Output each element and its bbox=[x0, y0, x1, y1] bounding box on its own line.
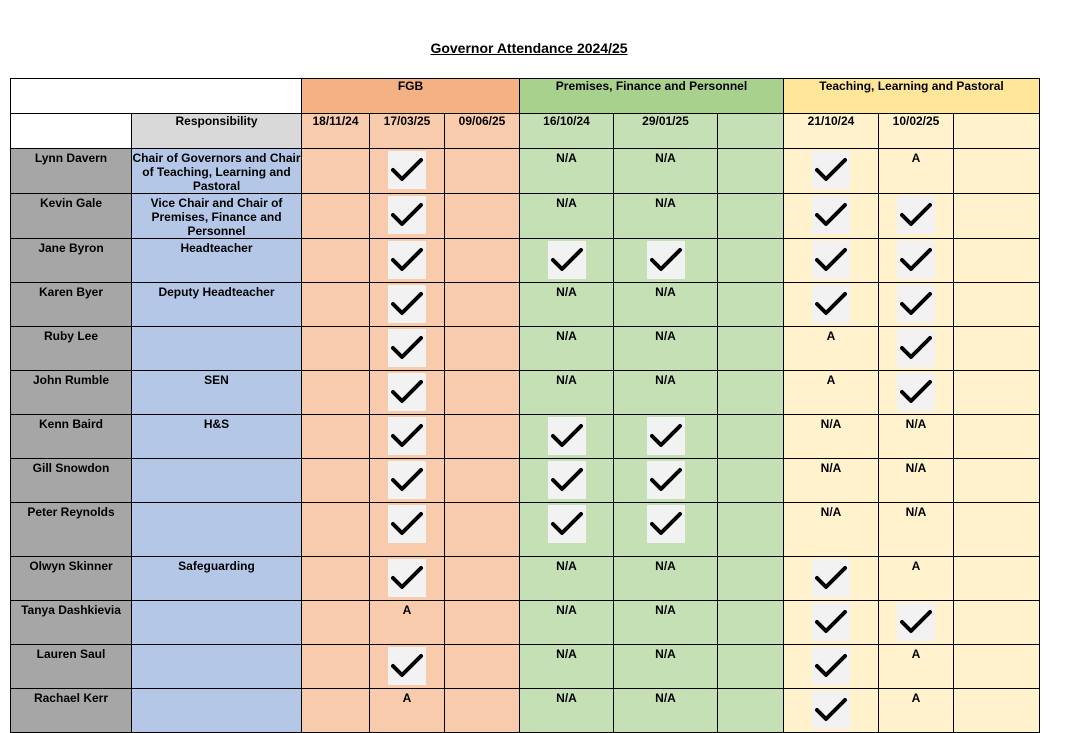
attendance-cell bbox=[718, 283, 784, 327]
attendance-cell bbox=[954, 645, 1040, 689]
attendance-cell bbox=[370, 327, 445, 371]
attendance-status: N/A bbox=[655, 373, 676, 387]
attendance-cell bbox=[718, 503, 784, 557]
check-mark-icon bbox=[812, 241, 850, 279]
attendance-cell bbox=[879, 239, 954, 283]
attendance-cell bbox=[520, 689, 614, 733]
attendance-cell bbox=[370, 557, 445, 601]
governor-name bbox=[11, 503, 132, 557]
date-header: 17/03/25 bbox=[370, 114, 445, 149]
responsibility-cell bbox=[132, 601, 302, 645]
responsibility-cell bbox=[132, 689, 302, 733]
attendance-cell bbox=[302, 415, 370, 459]
responsibility-text bbox=[132, 689, 301, 691]
attendance-cell bbox=[614, 194, 718, 239]
governor-name-text: Peter Reynolds bbox=[27, 505, 115, 519]
attendance-cell bbox=[784, 239, 879, 283]
governor-name-text: Karen Byer bbox=[38, 285, 104, 299]
attendance-cell bbox=[520, 283, 614, 327]
date-header: 21/10/24 bbox=[784, 114, 879, 149]
attendance-cell bbox=[520, 149, 614, 194]
governor-row bbox=[11, 415, 1040, 459]
date-header: 18/11/24 bbox=[302, 114, 370, 149]
governor-row bbox=[11, 557, 1040, 601]
attendance-cell bbox=[718, 601, 784, 645]
attendance-status: N/A bbox=[556, 647, 577, 661]
attendance-cell bbox=[954, 194, 1040, 239]
responsibility-cell bbox=[132, 415, 302, 459]
attendance-cell bbox=[784, 327, 879, 371]
attendance-status: A bbox=[826, 373, 836, 387]
governor-name-text: Kevin Gale bbox=[39, 196, 103, 210]
attendance-cell bbox=[520, 557, 614, 601]
attendance-status: N/A bbox=[556, 329, 577, 343]
responsibility-cell bbox=[132, 239, 302, 283]
attendance-status: A bbox=[826, 329, 836, 343]
attendance-cell bbox=[302, 689, 370, 733]
attendance-status: N/A bbox=[905, 461, 927, 475]
attendance-cell bbox=[445, 689, 520, 733]
attendance-cell bbox=[954, 239, 1040, 283]
attendance-cell bbox=[302, 601, 370, 645]
date-header: 10/02/25 bbox=[879, 114, 954, 149]
attendance-cell bbox=[784, 283, 879, 327]
attendance-cell bbox=[784, 371, 879, 415]
attendance-cell bbox=[614, 239, 718, 283]
attendance-cell bbox=[445, 149, 520, 194]
governor-row bbox=[11, 601, 1040, 645]
governor-name bbox=[11, 645, 132, 689]
check-mark-icon bbox=[548, 505, 586, 543]
check-mark-icon bbox=[388, 647, 426, 685]
attendance-status: N/A bbox=[905, 505, 927, 519]
responsibility-text bbox=[132, 459, 301, 461]
attendance-cell bbox=[302, 557, 370, 601]
responsibility-text: Headteacher bbox=[180, 241, 253, 255]
attendance-cell bbox=[520, 601, 614, 645]
responsibility-cell bbox=[132, 645, 302, 689]
responsibility-cell bbox=[132, 327, 302, 371]
attendance-cell bbox=[954, 689, 1040, 733]
attendance-cell bbox=[445, 194, 520, 239]
attendance-cell bbox=[302, 283, 370, 327]
attendance-cell bbox=[718, 557, 784, 601]
attendance-cell bbox=[370, 459, 445, 503]
attendance-cell bbox=[370, 415, 445, 459]
check-mark-icon bbox=[388, 373, 426, 411]
attendance-cell bbox=[784, 503, 879, 557]
attendance-cell bbox=[520, 459, 614, 503]
attendance-cell bbox=[784, 645, 879, 689]
governor-name-text: John Rumble bbox=[32, 373, 109, 387]
responsibility-cell bbox=[132, 503, 302, 557]
attendance-status: N/A bbox=[655, 559, 676, 573]
governor-name bbox=[11, 283, 132, 327]
attendance-cell bbox=[954, 503, 1040, 557]
governor-name-text: Lauren Saul bbox=[36, 647, 106, 661]
attendance-cell bbox=[879, 371, 954, 415]
page-title: Governor Attendance 2024/25 bbox=[430, 40, 628, 56]
check-mark-icon bbox=[548, 417, 586, 455]
attendance-cell bbox=[879, 601, 954, 645]
attendance-cell bbox=[879, 149, 954, 194]
check-mark-icon bbox=[812, 196, 850, 234]
attendance-cell bbox=[784, 459, 879, 503]
responsibility-text bbox=[132, 601, 301, 603]
attendance-status: A bbox=[911, 691, 921, 705]
governor-row bbox=[11, 239, 1040, 283]
attendance-cell bbox=[370, 239, 445, 283]
attendance-cell bbox=[718, 327, 784, 371]
attendance-cell bbox=[370, 601, 445, 645]
governor-row bbox=[11, 459, 1040, 503]
governor-name-text: Kenn Baird bbox=[38, 417, 103, 431]
check-mark-icon bbox=[388, 285, 426, 323]
attendance-cell bbox=[445, 283, 520, 327]
governor-name bbox=[11, 149, 132, 194]
attendance-cell bbox=[718, 415, 784, 459]
attendance-status: N/A bbox=[655, 329, 676, 343]
attendance-cell bbox=[445, 327, 520, 371]
attendance-cell bbox=[370, 149, 445, 194]
governor-row bbox=[11, 149, 1040, 194]
attendance-cell bbox=[784, 601, 879, 645]
attendance-status: N/A bbox=[556, 285, 577, 299]
attendance-cell bbox=[302, 503, 370, 557]
attendance-cell bbox=[718, 645, 784, 689]
attendance-cell bbox=[614, 503, 718, 557]
attendance-cell bbox=[614, 415, 718, 459]
attendance-status: N/A bbox=[556, 373, 577, 387]
governor-row bbox=[11, 503, 1040, 557]
governor-name-text: Rachael Kerr bbox=[33, 691, 109, 705]
governor-name bbox=[11, 371, 132, 415]
attendance-status: N/A bbox=[820, 417, 842, 431]
group-header-fgb: FGB bbox=[302, 79, 520, 114]
attendance-status: N/A bbox=[556, 559, 577, 573]
governor-name-text: Tanya Dashkievia bbox=[21, 603, 121, 617]
check-mark-icon bbox=[388, 461, 426, 499]
check-mark-icon bbox=[388, 241, 426, 279]
name-header-cell bbox=[11, 114, 132, 149]
governor-name bbox=[11, 557, 132, 601]
check-mark-icon bbox=[897, 196, 935, 234]
attendance-table bbox=[10, 78, 1040, 733]
attendance-status: N/A bbox=[655, 647, 676, 661]
attendance-cell bbox=[520, 645, 614, 689]
governor-row bbox=[11, 645, 1040, 689]
attendance-status: A bbox=[911, 559, 921, 573]
attendance-cell bbox=[520, 371, 614, 415]
check-mark-icon bbox=[647, 417, 685, 455]
attendance-cell bbox=[879, 194, 954, 239]
attendance-cell bbox=[718, 689, 784, 733]
check-mark-icon bbox=[647, 505, 685, 543]
responsibility-text: Chair of Governors and Chair of Teaching, Learning and Pastoral bbox=[132, 151, 301, 193]
governor-name bbox=[11, 194, 132, 239]
check-mark-icon bbox=[647, 461, 685, 499]
date-header: 16/10/24 bbox=[520, 114, 614, 149]
attendance-cell bbox=[879, 689, 954, 733]
check-mark-icon bbox=[388, 559, 426, 597]
attendance-cell bbox=[879, 459, 954, 503]
attendance-status: N/A bbox=[655, 603, 676, 617]
attendance-cell bbox=[954, 283, 1040, 327]
attendance-cell bbox=[445, 557, 520, 601]
attendance-cell bbox=[718, 459, 784, 503]
attendance-cell bbox=[614, 557, 718, 601]
attendance-cell bbox=[879, 503, 954, 557]
attendance-cell bbox=[879, 283, 954, 327]
responsibility-cell bbox=[132, 149, 302, 194]
governor-name bbox=[11, 459, 132, 503]
attendance-cell bbox=[879, 327, 954, 371]
check-mark-icon bbox=[897, 329, 935, 367]
responsibility-text: Safeguarding bbox=[178, 559, 255, 573]
attendance-cell bbox=[302, 239, 370, 283]
attendance-cell bbox=[445, 459, 520, 503]
attendance-cell bbox=[445, 503, 520, 557]
responsibility-cell bbox=[132, 283, 302, 327]
attendance-cell bbox=[302, 149, 370, 194]
check-mark-icon bbox=[812, 151, 850, 189]
attendance-cell bbox=[370, 503, 445, 557]
attendance-cell bbox=[614, 283, 718, 327]
attendance-cell bbox=[302, 327, 370, 371]
governor-name bbox=[11, 601, 132, 645]
governor-name-text: Ruby Lee bbox=[43, 329, 98, 343]
blank-header-cell bbox=[11, 79, 302, 114]
attendance-cell bbox=[445, 415, 520, 459]
group-header-premises: Premises, Finance and Personnel bbox=[520, 79, 784, 114]
attendance-cell bbox=[954, 601, 1040, 645]
responsibility-text: Deputy Headteacher bbox=[158, 285, 275, 299]
check-mark-icon bbox=[812, 603, 850, 641]
attendance-cell bbox=[954, 459, 1040, 503]
governor-name bbox=[11, 239, 132, 283]
attendance-cell bbox=[302, 194, 370, 239]
group-header-teaching: Teaching, Learning and Pastoral bbox=[784, 79, 1040, 114]
attendance-cell bbox=[302, 645, 370, 689]
attendance-cell bbox=[784, 557, 879, 601]
attendance-cell bbox=[614, 689, 718, 733]
check-mark-icon bbox=[548, 461, 586, 499]
check-mark-icon bbox=[388, 417, 426, 455]
date-header bbox=[954, 114, 1040, 149]
responsibility-text: SEN bbox=[204, 373, 229, 387]
attendance-status: N/A bbox=[820, 461, 842, 475]
attendance-cell bbox=[784, 415, 879, 459]
attendance-cell bbox=[879, 415, 954, 459]
attendance-cell bbox=[520, 194, 614, 239]
attendance-cell bbox=[614, 149, 718, 194]
attendance-cell bbox=[954, 415, 1040, 459]
check-mark-icon bbox=[388, 329, 426, 367]
responsibility-cell bbox=[132, 371, 302, 415]
attendance-cell bbox=[370, 194, 445, 239]
date-header-row bbox=[11, 114, 1040, 149]
check-mark-icon bbox=[388, 151, 426, 189]
check-mark-icon bbox=[897, 241, 935, 279]
responsibility-text: Vice Chair and Chair of Premises, Finance and Personnel bbox=[150, 196, 283, 238]
governor-name-text: Jane Byron bbox=[38, 241, 104, 255]
check-mark-icon bbox=[812, 559, 850, 597]
attendance-cell bbox=[445, 371, 520, 415]
attendance-status: N/A bbox=[655, 196, 676, 210]
responsibility-text: H&S bbox=[203, 417, 230, 431]
governor-name-text: Lynn Davern bbox=[34, 151, 108, 165]
attendance-cell bbox=[718, 194, 784, 239]
attendance-cell bbox=[520, 503, 614, 557]
date-header: 29/01/25 bbox=[614, 114, 718, 149]
responsibility-cell bbox=[132, 459, 302, 503]
attendance-status: N/A bbox=[556, 603, 577, 617]
attendance-cell bbox=[370, 689, 445, 733]
responsibility-text bbox=[132, 503, 301, 505]
attendance-cell bbox=[370, 371, 445, 415]
attendance-status: A bbox=[402, 691, 412, 705]
responsibility-text bbox=[132, 327, 301, 329]
attendance-cell bbox=[784, 689, 879, 733]
attendance-cell bbox=[445, 239, 520, 283]
attendance-status: N/A bbox=[905, 417, 927, 431]
responsibility-cell bbox=[132, 194, 302, 239]
group-header-row bbox=[11, 79, 1040, 114]
attendance-cell bbox=[718, 371, 784, 415]
attendance-status: A bbox=[911, 647, 921, 661]
attendance-cell bbox=[370, 283, 445, 327]
attendance-cell bbox=[784, 149, 879, 194]
responsibility-text bbox=[132, 645, 301, 647]
attendance-cell bbox=[614, 459, 718, 503]
attendance-status: A bbox=[911, 151, 921, 165]
check-mark-icon bbox=[897, 285, 935, 323]
attendance-cell bbox=[879, 645, 954, 689]
governor-name-text: Gill Snowdon bbox=[32, 461, 110, 475]
check-mark-icon bbox=[388, 196, 426, 234]
attendance-cell bbox=[370, 645, 445, 689]
attendance-cell bbox=[954, 371, 1040, 415]
attendance-status: N/A bbox=[655, 691, 676, 705]
governor-row bbox=[11, 283, 1040, 327]
attendance-cell bbox=[718, 149, 784, 194]
attendance-cell bbox=[614, 601, 718, 645]
attendance-cell bbox=[445, 645, 520, 689]
attendance-status: N/A bbox=[556, 196, 577, 210]
attendance-status: A bbox=[402, 603, 412, 617]
attendance-cell bbox=[718, 239, 784, 283]
date-header bbox=[718, 114, 784, 149]
responsibility-cell bbox=[132, 557, 302, 601]
check-mark-icon bbox=[812, 647, 850, 685]
attendance-cell bbox=[614, 327, 718, 371]
attendance-status: N/A bbox=[655, 151, 676, 165]
attendance-status: N/A bbox=[655, 285, 676, 299]
attendance-cell bbox=[520, 415, 614, 459]
check-mark-icon bbox=[647, 241, 685, 279]
attendance-cell bbox=[302, 459, 370, 503]
attendance-cell bbox=[302, 371, 370, 415]
check-mark-icon bbox=[812, 285, 850, 323]
attendance-cell bbox=[614, 645, 718, 689]
attendance-cell bbox=[954, 327, 1040, 371]
attendance-status: N/A bbox=[820, 505, 842, 519]
governor-row bbox=[11, 194, 1040, 239]
attendance-cell bbox=[954, 149, 1040, 194]
governor-name-text: Olwyn Skinner bbox=[29, 559, 113, 573]
governor-name bbox=[11, 689, 132, 733]
check-mark-icon bbox=[897, 373, 935, 411]
check-mark-icon bbox=[812, 691, 850, 729]
governor-row bbox=[11, 327, 1040, 371]
governor-name bbox=[11, 327, 132, 371]
check-mark-icon bbox=[388, 505, 426, 543]
governor-name bbox=[11, 415, 132, 459]
governor-row bbox=[11, 371, 1040, 415]
attendance-cell bbox=[954, 557, 1040, 601]
attendance-cell bbox=[520, 327, 614, 371]
attendance-status: N/A bbox=[556, 691, 577, 705]
check-mark-icon bbox=[897, 603, 935, 641]
attendance-cell bbox=[520, 239, 614, 283]
attendance-cell bbox=[784, 194, 879, 239]
check-mark-icon bbox=[548, 241, 586, 279]
attendance-cell bbox=[879, 557, 954, 601]
date-header: 09/06/25 bbox=[445, 114, 520, 149]
attendance-cell bbox=[445, 601, 520, 645]
attendance-cell bbox=[614, 371, 718, 415]
responsibility-header: Responsibility bbox=[132, 114, 302, 149]
governor-row bbox=[11, 689, 1040, 733]
attendance-status: N/A bbox=[556, 151, 577, 165]
